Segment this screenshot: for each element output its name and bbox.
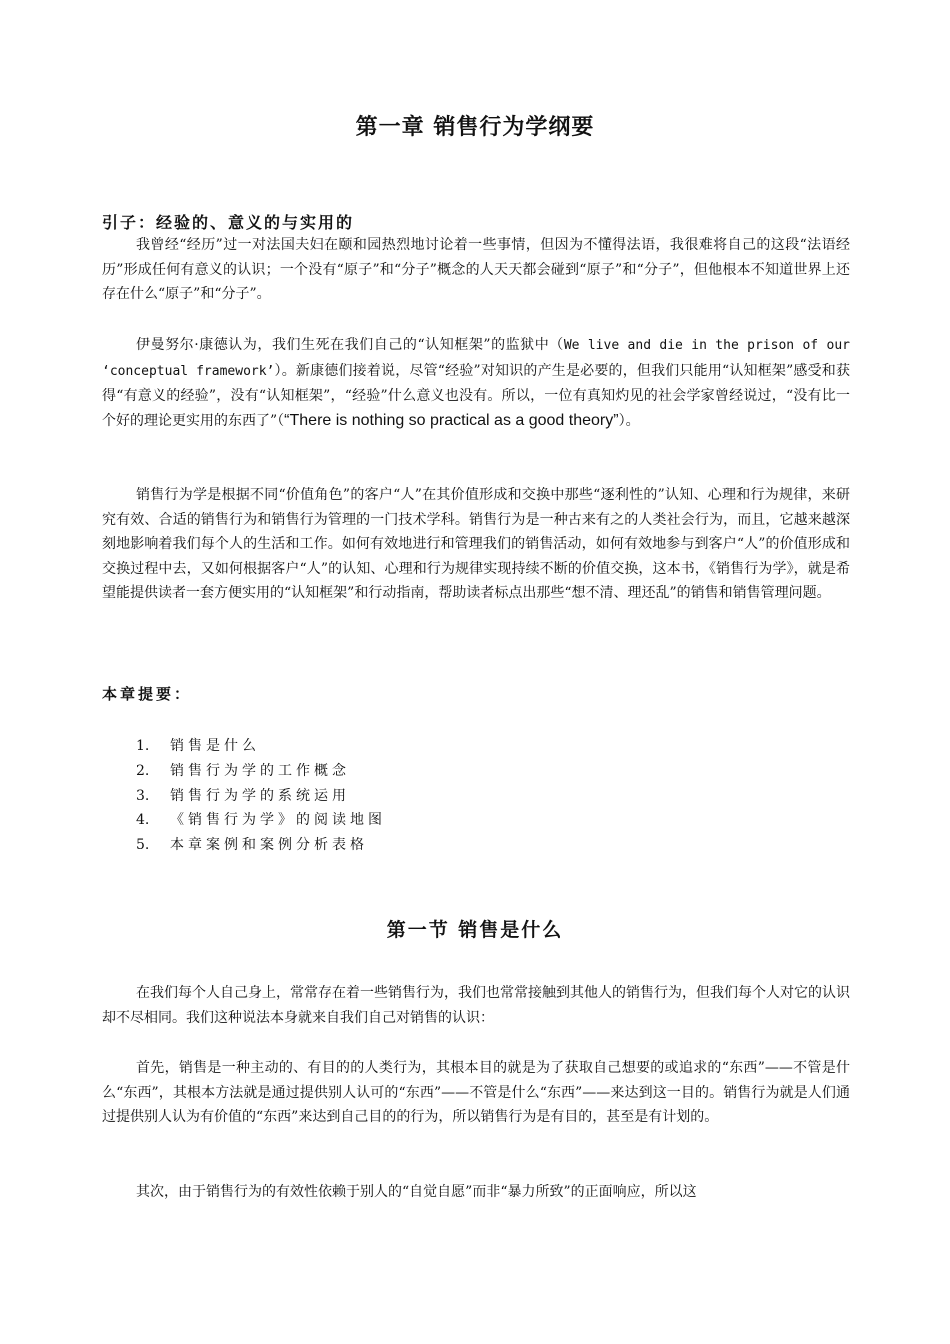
list-item bbox=[136, 734, 386, 759]
intro-paragraph-3: 销售行为学是根据不同“价值角色”的客户“人”在其价值形成和交换中那些“逐利性的”认知、心理和行为规律，来研究有效、合适的销售行为和销售行为管理的一门技术学科。销售行为是一种古来有之的人类社会行为，而且，它越来越深刻地影响着我们每个人的生活和工作。如何有效地进行和管理我们的销售活动，如何有效地参与到客户“人”的价值形成和交换过程中去，又如何根据客户“人”的认知、心理和行为规律实现持续不断的价值交换，这本书，《销售行为学》，就是希望能提供读者一套方便实用的“认知框架”和行动指南，帮助读者标点出那些“想不清、理还乱”的销售和销售管理问题。 bbox=[102, 487, 850, 602]
intro-paragraph-2-part-a: 伊曼努尔·康德认为，我们生死在我们自己的“认知框架”的监狱中（ bbox=[136, 337, 564, 353]
list-item-label: 本章案例和案例分析表格 bbox=[170, 837, 368, 854]
section-paragraph-3: 其次，由于销售行为的有效性依赖于别人的“自觉自愿”而非“暴力所致”的正面响应，所以这 bbox=[136, 1184, 697, 1200]
section-title: 第一节 销售是什么 bbox=[386, 919, 564, 941]
list-item-number: 3. bbox=[136, 787, 150, 804]
list-item bbox=[136, 759, 386, 784]
list-item-label: 销售行为学的系统运用 bbox=[170, 787, 350, 804]
list-item-number: 4. bbox=[136, 812, 150, 829]
chapter-summary-list bbox=[136, 734, 386, 858]
list-item-number: 1. bbox=[136, 738, 150, 754]
section-paragraph-1: 在我们每个人自己身上，常常存在着一些销售行为，我们也常常接触到其他人的销售行为，但我们每个人对它的认识却不尽相同。我们这种说法本身就来自我们自己对销售的认识： bbox=[102, 985, 850, 1026]
chapter-summary-heading: 本章提要： bbox=[102, 685, 193, 703]
intro-paragraph-2-part-b: ）。新康德们接着说，尽管“经验”对知识的产生是必要的，但我们只能用“认知框架”感受和获得“有意义的经验”，没有“认知框架”，“经验”什么意义也没有。所以，一位有真知灼见的社会学家曾经说过，“没有比一个好的理论更实用的东西了”（ bbox=[102, 362, 850, 429]
intro-paragraph-1: 我曾经“经历”过一对法国夫妇在颐和园热烈地讨论着一些事情，但因为不懂得法语，我很难将自己的这段“法语经历”形成任何有意义的认识；一个没有“原子”和“分子”概念的人天天都会碰到“原子”和“分子”，但他根本不知道世界上还存在什么“原子”和“分子”。 bbox=[102, 237, 850, 303]
list-item bbox=[136, 833, 386, 858]
intro-paragraph-2-english-quote-2: “There is nothing so practical as a good theory” bbox=[284, 411, 619, 429]
intro-paragraph-2 bbox=[102, 333, 850, 433]
section-paragraph-2: 首先，销售是一种主动的、有目的的人类行为，其根本目的就是为了获取自己想要的或追求的“东西”——不管是什么“东西”，其根本方法就是通过提供别人认可的“东西”——不管是什么“东西”——来达到这一目的。销售行为就是人们通过提供别人认为有价值的“东西”来达到自己目的的行为，所以销售行为是有目的，甚至是有计划的。 bbox=[102, 1060, 850, 1126]
chapter-title: 第一章 销售行为学纲要 bbox=[355, 115, 595, 140]
list-item-number: 2. bbox=[136, 762, 150, 779]
intro-heading: 引子：经验的、意义的与实用的 bbox=[102, 213, 355, 232]
list-item-number: 5. bbox=[136, 837, 150, 854]
list-item bbox=[136, 808, 386, 833]
list-item-label: 《销售行为学》的阅读地图 bbox=[170, 812, 386, 829]
list-item bbox=[136, 784, 386, 809]
list-item-label: 销售是什么 bbox=[170, 738, 260, 754]
intro-paragraph-2-english-quote-1: We live and die in the prison of our ‘conceptual framework’ bbox=[102, 338, 850, 379]
list-item-label: 销售行为学的工作概念 bbox=[170, 762, 350, 779]
intro-paragraph-2-part-c: ）。 bbox=[618, 412, 640, 429]
